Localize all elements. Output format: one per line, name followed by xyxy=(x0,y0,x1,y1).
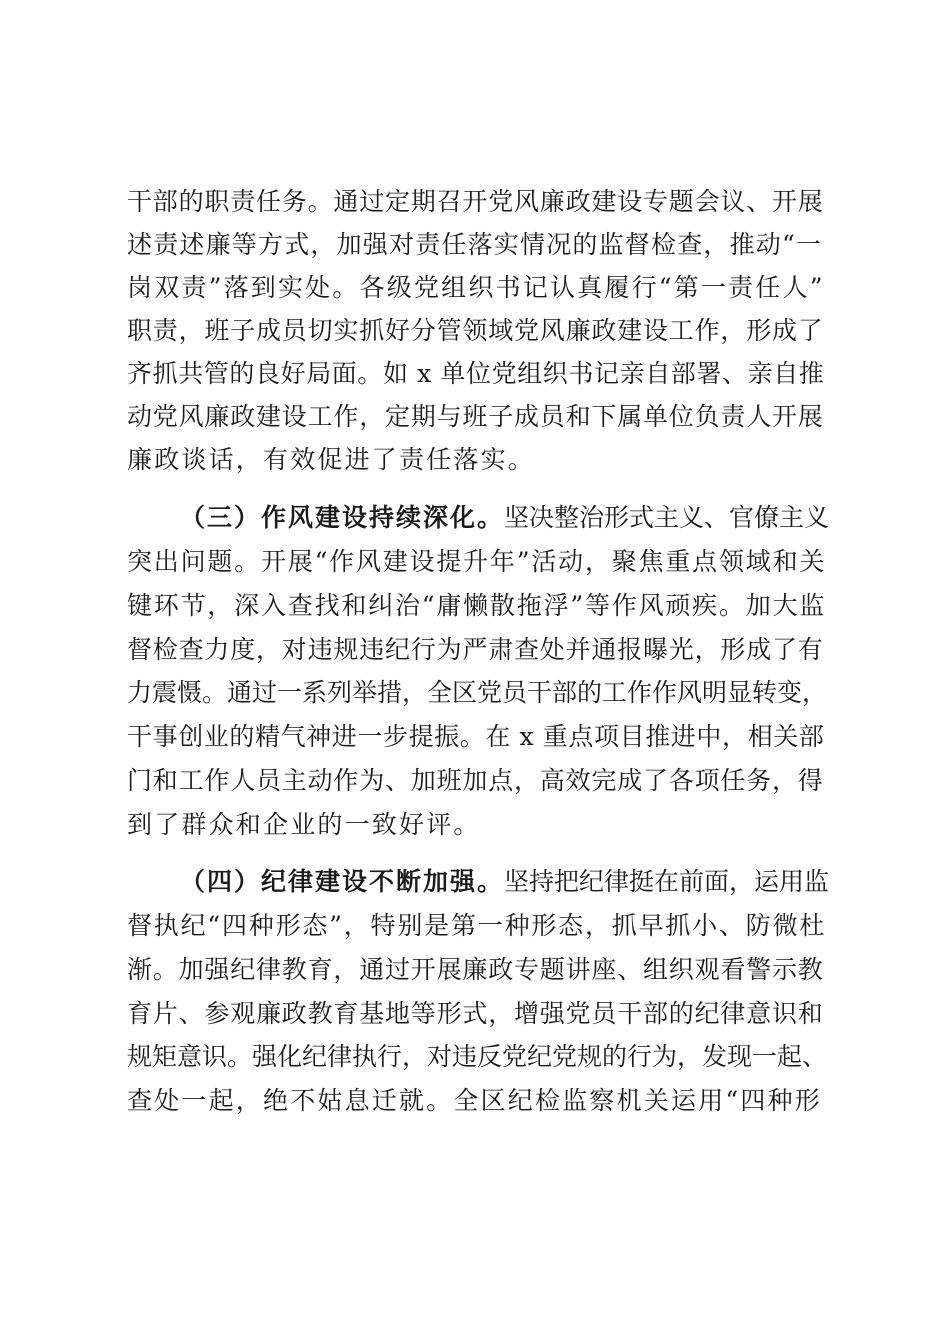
paragraph-2-first-line-text: 坚决整治形式主义、官僚主义 xyxy=(504,503,830,532)
paragraph-2-line-5: 力震慑。通过一系列举措，全区党员干部的工作作风明显转变， xyxy=(127,678,828,707)
paragraph-3-line-2: 督执纪“四种形态”，特别是第一种形态，抓早抓小、防微杜 xyxy=(127,911,827,940)
paragraph-2-first-line xyxy=(180,498,830,538)
paragraph-3-line-5: 规矩意识。强化纪律执行，对违反党纪党规的行为，发现一起、 xyxy=(127,1042,828,1071)
paragraph-2-line-6: 干事创业的精气神进一步提振。在 x 重点项目推进中，相关部 xyxy=(127,722,825,751)
paragraph-3-line-4: 育片、参观廉政教育基地等形式，增强党员干部的纪律意识和 xyxy=(127,999,824,1028)
paragraph-2-line-7: 门和工作人员主动作为、加班加点，高效完成了各项任务，得 xyxy=(127,766,824,795)
section-4-heading: （四）纪律建设不断加强。 xyxy=(180,867,505,896)
paragraph-2-line-4: 督检查力度，对违规违纪行为严肃查处并通报曝光，形成了有 xyxy=(127,635,824,664)
paragraph-3-first-line-text: 坚持把纪律挺在前面，运用监 xyxy=(504,867,830,896)
paragraph-1-line-5: 齐抓共管的良好局面。如 x 单位党组织书记亲自部署、亲自推 xyxy=(127,359,825,388)
paragraph-3-line-3: 渐。加强纪律教育，通过开展廉政专题讲座、组织观看警示教 xyxy=(127,955,824,984)
paragraph-1-line-4: 职责，班子成员切实抓好分管领域党风廉政建设工作，形成了 xyxy=(127,316,824,345)
paragraph-1-line-2: 述责述廉等方式，加强对责任落实情况的监督检查，推动“一 xyxy=(127,230,823,259)
section-3-heading: （三）作风建设持续深化。 xyxy=(180,503,505,532)
paragraph-1-line-3: 岗双责”落到实处。各级党组织书记认真履行“第一责任人” xyxy=(127,273,825,302)
paragraph-2-line-8: 到了群众和企业的一致好评。 xyxy=(127,810,481,839)
paragraph-2-line-3: 键环节，深入查找和纠治“庸懒散拖浮”等作风顽疾。加大监 xyxy=(127,591,827,620)
paragraph-1-line-7: 廉政谈话，有效促进了责任落实。 xyxy=(127,445,536,474)
paragraph-1-line-6: 动党风廉政建设工作，定期与班子成员和下属单位负责人开展 xyxy=(127,402,824,431)
paragraph-1-line-1: 干部的职责任务。通过定期召开党风廉政建设专题会议、开展 xyxy=(127,187,824,216)
paragraph-3-line-6: 查处一起，绝不姑息迁就。全区纪检监察机关运用“四种形 xyxy=(127,1086,822,1115)
paragraph-3-first-line xyxy=(180,862,830,902)
paragraph-2-line-2: 突出问题。开展“作风建设提升年”活动，聚焦重点领域和关 xyxy=(127,547,827,576)
